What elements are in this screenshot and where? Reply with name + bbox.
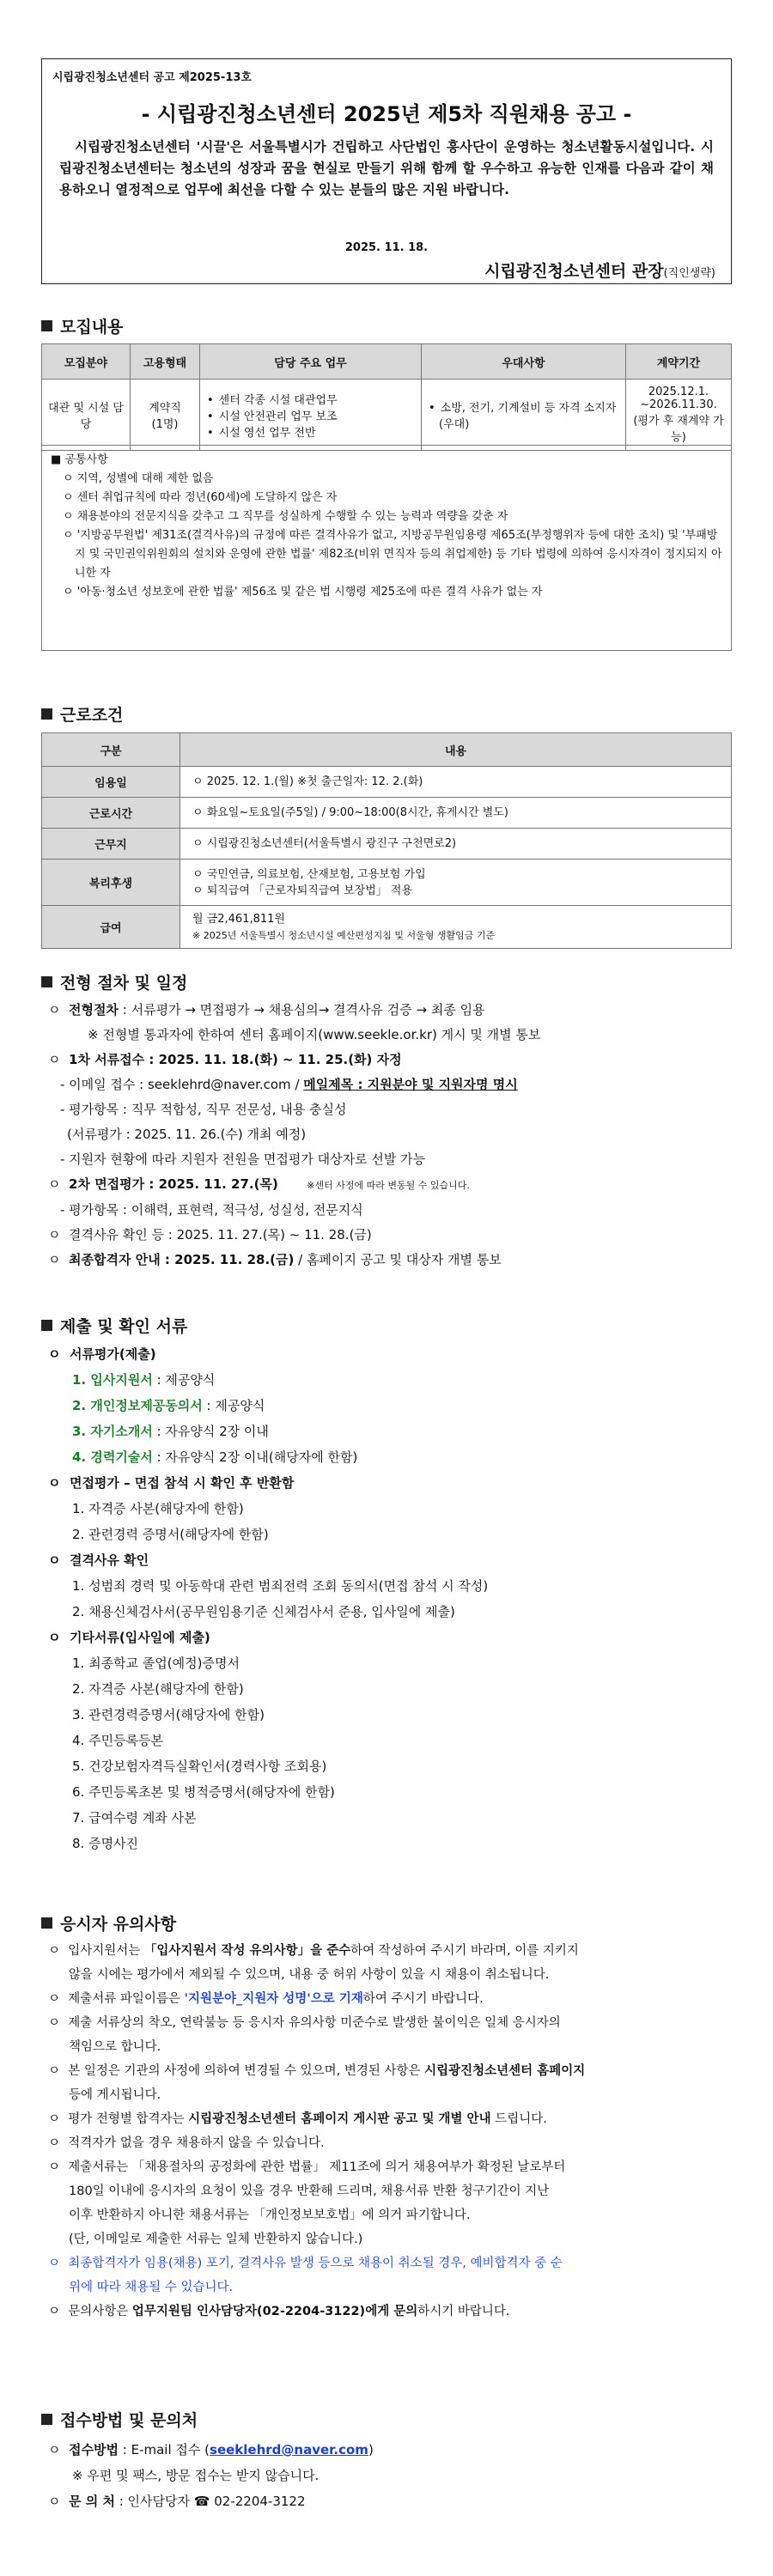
square-bullet-icon [41, 976, 52, 987]
apply-line: ※ 우편 및 팩스, 방문 접수는 받지 않습니다. [72, 2468, 320, 2483]
process-line: (서류평가 : 2025. 11. 26.(수) 개최 예정) [67, 1127, 307, 1142]
intro-text: 시립광진청소년센터 '시끌'은 서울특별시가 건립하고 사단법인 흥사단이 운영하는 청소년활동시설입니다. 시립광진청소년센터는 청소년의 성장과 꿈을 현실로 만들기 위해 함께 할 우수하고 유능한 인재를 다음과 같이 채용하오니 열정적으로 업무에 최선을 다할 수 있는 분들의 많은 지원 바랍니다. [59, 139, 714, 197]
page-title: - 시립광진청소년센터 2025년 제5차 직원채용 공고 - [141, 102, 632, 126]
recruit-field: 대관 및 시설 담당 [42, 380, 131, 451]
doc-group-title: ㅇ 면접평가 – 면접 참석 시 확인 후 반환함 [48, 1475, 295, 1491]
section-title: 전형 절차 및 일정 [60, 974, 188, 993]
table-header-row [42, 344, 732, 380]
employment-label: 계약직 [149, 402, 181, 415]
table-header: 담당 주요 업무 [200, 344, 422, 380]
doc-item: 1. 성범죄 경력 및 아동학대 관련 범죄전력 조회 동의서(면접 참석 시 작성) [72, 1578, 489, 1594]
note-line: ㅇ 문의사항은 업무지원팀 인사담당자(02-2204-3122)에게 문의하시기 바랍니다. [48, 2305, 510, 2318]
section-notes-heading [41, 1911, 176, 1935]
documents-body [48, 1341, 732, 1856]
process-line: ※ 전형별 통과자에 한하여 센터 홈페이지(www.seekle.or.kr) 게시 및 개별 통보 [88, 1027, 541, 1042]
signer [484, 258, 715, 282]
square-bullet-icon [41, 708, 52, 720]
recruit-table [41, 343, 732, 451]
condition-value: ㅇ 화요일~토요일(주5일) / 9:00~18:00(8시간, 휴게시간 별도) [180, 798, 732, 829]
process-line: ㅇ 최종합격자 안내 : 2025. 11. 28.(금) / 홈페이지 공고 및 대상자 개별 통보 [48, 1252, 502, 1267]
section-title: 근로조건 [60, 706, 124, 725]
table-row [42, 767, 732, 798]
condition-label: 근무지 [42, 829, 180, 860]
condition-label: 근로시간 [42, 798, 180, 829]
doc-item: 3. 관련경력증명서(해당자에 한함) [72, 1707, 265, 1722]
condition-line: 월 금2,461,811원 [192, 912, 285, 926]
square-bullet-icon [41, 1917, 52, 1929]
note-line: ㅇ 최종합격자가 임용(채용) 포기, 결격사유 발생 등으로 채용이 취소될 경우, 예비합격자 중 순 [48, 2257, 563, 2270]
process-line: ㅇ 1차 서류접수 : 2025. 11. 18.(화) ~ 11. 25.(화) 자정 [48, 1052, 402, 1067]
process-body [48, 998, 732, 1273]
square-bullet-icon [41, 2414, 52, 2425]
requirement-item: ㅇ 채용분야의 전문지식을 갖추고 그 직무를 성실하게 수행할 수 있는 능력과 역량을 갖춘 자 [63, 510, 508, 523]
table-row [42, 860, 732, 906]
table-header: 내용 [180, 733, 732, 767]
note-line: (단, 이메일로 제출한 서류는 일체 반환하지 않습니다.) [69, 2233, 363, 2246]
process-line: ㅇ 전형절차 : 서류평가 → 면접평가 → 채용심의→ 결격사유 검증 → 최종 임용 [48, 1002, 485, 1018]
process-line: - 이메일 접수 : seeklehrd@naver.com / 메일제목 : 지원분야 및 지원자명 명시 [60, 1077, 518, 1092]
note-line: 위에 따라 채용될 수 있습니다. [69, 2281, 234, 2294]
condition-value: ㅇ 2025. 12. 1.(월) ※첫 출근일자: 12. 2.(화) [180, 767, 732, 798]
apply-line: ㅇ 문 의 처 : 인사담당자 ☎ 02-2204-3122 [48, 2494, 306, 2509]
condition-line: ㅇ 국민연금, 의료보험, 산재보험, 고용보험 가입 [192, 867, 426, 881]
apply-body [48, 2437, 732, 2514]
requirement-item: ㅇ '아동·청소년 성보호에 관한 법률' 제56조 및 같은 법 시행령 제25조에 따른 결격 사유가 없는 자 [63, 586, 543, 598]
note-line: ㅇ 본 일정은 기관의 사정에 의하여 변경될 수 있으며, 변경된 사항은 시립광진청소년센터 홈페이지 [48, 2064, 586, 2078]
doc-item: 2. 관련경력 증명서(해당자에 한함) [72, 1527, 269, 1542]
process-line: ㅇ 결격사유 확인 등 : 2025. 11. 27.(목) ~ 11. 28.(금) [48, 1227, 372, 1242]
table-header: 구분 [42, 733, 180, 767]
table-row [42, 380, 732, 451]
contract-note: (평가 후 재계약 가능) [633, 415, 724, 444]
note-line: ㅇ 제출서류는 「채용절차의 공정화에 관한 법률」 제11조에 의거 채용여부가 확정된 날로부터 [48, 2160, 566, 2174]
condition-line: ※ 2025년 서울특별시 청소년시설 예산편성지침 및 서울형 생활임금 기준 [192, 929, 496, 941]
preferred-cell [422, 380, 626, 451]
notice-number: 시립광진청소년센터 공고 제2025-13호 [52, 71, 252, 84]
table-row [42, 798, 732, 829]
condition-label: 복리후생 [42, 860, 180, 906]
section-title: 제출 및 확인 서류 [60, 1317, 188, 1336]
doc-item: 2. 자격증 사본(해당자에 한함) [72, 1681, 244, 1697]
section-title: 응시자 유의사항 [60, 1915, 177, 1934]
condition-label: 급여 [42, 906, 180, 949]
requirement-item: ㅇ 지역, 성별에 대해 제한 없음 [63, 472, 214, 485]
square-bullet-icon [41, 1320, 52, 1331]
table-header: 계약기간 [626, 344, 732, 380]
requirement-item: ㅇ 센터 취업규칙에 따라 정년(60세)에 도달하지 않은 자 [63, 491, 338, 504]
section-process-heading [41, 970, 187, 993]
doc-item: 1. 입사지원서 : 제공양식 [72, 1372, 216, 1388]
notice-date: 2025. 11. 18. [344, 241, 429, 254]
square-bullet-icon [41, 320, 52, 331]
signer-name: 시립광진청소년센터 관장 [484, 262, 664, 281]
duty-item: • 센터 각종 시설 대관업무 [217, 391, 416, 407]
doc-group-title: ㅇ 서류평가(제출) [48, 1346, 156, 1362]
doc-item: 2. 채용신체검사서(공무원임용기준 신체검사서 준용, 입사일에 제출) [72, 1604, 455, 1619]
section-recruit-heading [41, 314, 123, 337]
doc-item: 3. 자기소개서 : 자유양식 2장 이내 [72, 1424, 269, 1439]
condition-label: 임용일 [42, 767, 180, 798]
note-line: 등에 게시됩니다. [69, 2088, 161, 2102]
note-line: ㅇ 평가 전형별 합격자는 시립광진청소년센터 홈페이지 게시판 공고 및 개별 안내 드립니다. [48, 2112, 547, 2126]
table-row [42, 906, 732, 949]
contract-period [626, 380, 732, 451]
table-header: 우대사항 [422, 344, 626, 380]
email-link[interactable]: seeklehrd@naver.com [210, 2442, 368, 2458]
note-line: 180일 이내에 응시자의 요청이 있을 경우 반환해 드리며, 채용서류 반환 청구기간이 지난 [69, 2184, 550, 2198]
doc-item: 4. 주민등록등본 [72, 1733, 164, 1748]
table-header: 모집분야 [42, 344, 131, 380]
doc-item: 6. 주민등록초본 및 병적증명서(해당자에 한함) [72, 1784, 335, 1800]
note-line: 이후 반환하지 아니한 채용서류는 「개인정보보호법」에 의거 파기합니다. [69, 2208, 471, 2222]
employment-type [131, 380, 200, 451]
process-line: ㅇ 2차 면접평가 : 2025. 11. 27.(목) ※센터 사정에 따라 변동될 수 있습니다. [48, 1176, 470, 1192]
requirements-title: ■ 공통사항 [51, 453, 108, 466]
condition-line: ㅇ 퇴직급여 「근로자퇴직급여 보장법」 적용 [192, 884, 413, 897]
condition-value [180, 906, 732, 949]
apply-line: ㅇ 접수방법 : E-mail 접수 (seeklehrd@naver.com) [48, 2442, 374, 2458]
doc-group-title: ㅇ 기타서류(입사일에 제출) [48, 1630, 210, 1645]
note-line: ㅇ 적격자가 없을 경우 채용하지 않을 수 있습니다. [48, 2136, 325, 2150]
section-conditions-heading [41, 702, 123, 726]
doc-item: 4. 경력기술서 : 자유양식 2장 이내(해당자에 한함) [72, 1449, 358, 1465]
doc-group-title: ㅇ 결격사유 확인 [48, 1552, 149, 1568]
process-line: - 평가항목 : 직무 적합성, 직무 전문성, 내용 충실성 [60, 1102, 347, 1117]
doc-item: 5. 건강보험자격득실확인서(경력사항 조회용) [72, 1759, 327, 1774]
note-line: ㅇ 제출 서류상의 착오, 연락불능 등 응시자 유의사항 미준수로 발생한 불이익은 일체 응시자의 [48, 2016, 561, 2030]
note-line: ㅇ 제출서류 파일이름은 '지원분야_지원자 성명'으로 기재하여 주시기 바랍니다. [48, 1992, 484, 2006]
notes-body [48, 1939, 732, 2324]
duty-item: • 시설 영선 업무 전반 [217, 423, 416, 440]
table-row [42, 829, 732, 860]
condition-value [180, 860, 732, 906]
process-line: - 평가항목 : 이해력, 표현력, 적극성, 성실성, 전문지식 [60, 1202, 363, 1218]
contract-end: ~2026.11.30. [640, 398, 717, 411]
table-header-row [42, 733, 732, 767]
section-apply-heading [41, 2408, 198, 2431]
table-header: 고용형태 [131, 344, 200, 380]
duties-cell [200, 380, 422, 451]
doc-item: 8. 증명사진 [72, 1836, 139, 1851]
note-line: ㅇ 입사지원서는 「입사지원서 작성 유의사항」을 준수하여 작성하여 주시기 바라며, 이를 지키지 [48, 1944, 579, 1958]
contract-start: 2025.12.1. [648, 386, 709, 398]
doc-item: 2. 개인정보제공동의서 : 제공양식 [72, 1398, 265, 1413]
section-title: 모집내용 [60, 318, 124, 337]
process-line: - 지원자 현황에 따라 지원자 전원을 면접평가 대상자로 선발 가능 [60, 1151, 426, 1167]
doc-item: 1. 자격증 사본(해당자에 한함) [72, 1501, 244, 1516]
section-documents-heading [41, 1314, 187, 1337]
requirement-item: ㅇ '지방공무원법' 제31조(결격사유)의 규정에 따른 결격사유가 없고, 지방공무원임용령 제65조(부정행위자 등에 대한 조치) 및 '부패방지 및 국민권익위원회의 설치와 운영에 관한 법률' 제82조(비위 면직자 등의 취업제한) 등 기타 법령에 의하여 응시자격이 정지되지 아니한 자 [63, 529, 722, 580]
note-line: 않을 시에는 평가에서 제외될 수 있으며, 내용 중 허위 사항이 있을 시 채용이 취소됩니다. [69, 1968, 550, 1982]
duty-item: • 시설 안전관리 업무 보조 [217, 407, 416, 423]
preferred-item: • 소방, 전기, 기계설비 등 자격 소지자(우대) [439, 398, 620, 431]
doc-item: 7. 급여수령 계좌 사본 [72, 1810, 197, 1826]
employment-count: (1명) [151, 418, 179, 431]
requirements-box [41, 445, 732, 651]
section-title: 접수방법 및 문의처 [60, 2411, 198, 2430]
conditions-table [41, 732, 732, 949]
signer-note: (직인생략) [663, 267, 715, 280]
notice-header [41, 58, 732, 284]
doc-item: 1. 최종학교 졸업(예정)증명서 [72, 1656, 240, 1671]
note-line: 책임으로 합니다. [69, 2040, 161, 2054]
condition-value: ㅇ 시립광진청소년센터(서울특별시 광진구 구천면로2) [180, 829, 732, 860]
